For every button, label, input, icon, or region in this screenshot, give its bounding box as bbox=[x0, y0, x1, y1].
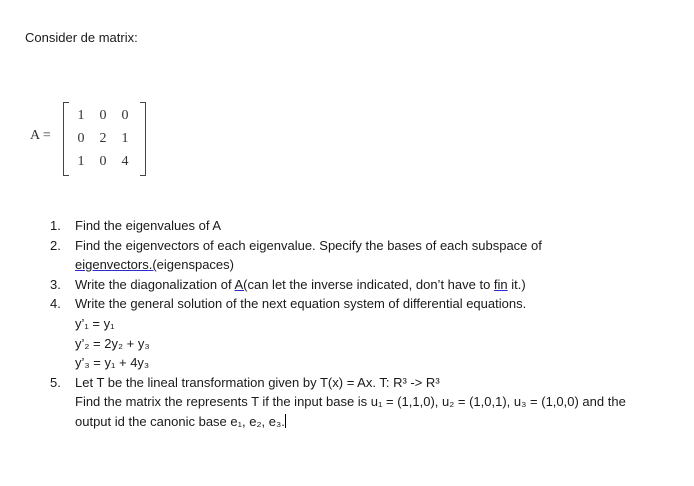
item-text-line bbox=[75, 275, 626, 295]
item-number: 5. bbox=[50, 374, 61, 390]
matrix-cell: 2 bbox=[99, 131, 107, 146]
item-text: Write the general solution of the next equation system of differential equations. bbox=[75, 296, 527, 312]
item-text-line[interactable] bbox=[75, 412, 626, 432]
matrix-cell: 4 bbox=[121, 154, 129, 169]
matrix-row bbox=[70, 104, 136, 127]
matrix-row bbox=[70, 150, 136, 173]
equation: y’₂ = 2y₂ + y₃ bbox=[75, 335, 150, 351]
equation: y’₃ = y₁ + 4y₃ bbox=[75, 355, 150, 371]
matrix-cell: 1 bbox=[77, 108, 85, 123]
matrix-A bbox=[30, 100, 150, 178]
left-bracket bbox=[63, 102, 69, 176]
item-text: output id the canonic base e₁, e₂, e₃. bbox=[75, 413, 285, 429]
item-text: Let T be the lineal transformation given by T(x) = Ax. T: R³ -> R³ bbox=[75, 374, 440, 390]
item-number: 2. bbox=[50, 237, 61, 253]
item-text: Find the eigenvalues of A bbox=[75, 218, 221, 233]
equation: y’₁ = y₁ bbox=[75, 315, 115, 331]
matrix-row bbox=[70, 127, 136, 150]
item-number: 4. bbox=[50, 296, 61, 312]
matrix-cell: 0 bbox=[121, 108, 129, 123]
list-item bbox=[50, 216, 626, 236]
list-item bbox=[50, 294, 626, 372]
underlined-text: A( bbox=[234, 276, 248, 292]
matrix-cell: 1 bbox=[77, 154, 85, 169]
matrix-cell: 0 bbox=[99, 154, 107, 169]
matrix-cell: 0 bbox=[77, 131, 85, 146]
item-text: Write the diagonalization of bbox=[75, 276, 235, 292]
item-text: can let the inverse indicated, don’t have to bbox=[247, 276, 494, 292]
matrix-label: A = bbox=[30, 128, 51, 143]
list-item bbox=[50, 236, 626, 275]
item-text: eigenspaces) bbox=[156, 257, 234, 273]
underlined-text: eigenvectors.( bbox=[75, 257, 157, 273]
right-bracket bbox=[140, 102, 146, 176]
text-cursor bbox=[285, 414, 286, 428]
item-text: it.) bbox=[507, 276, 526, 292]
intro-text: Consider de matrix: bbox=[25, 30, 138, 45]
item-text: Find the eigenvectors of each eigenvalue. Specify the bases of each subspace of bbox=[75, 237, 542, 253]
item-number: 3. bbox=[50, 276, 61, 292]
matrix-cell: 0 bbox=[99, 108, 107, 123]
list-item bbox=[50, 275, 626, 295]
underlined-text: fin bbox=[493, 276, 508, 292]
item-text-line bbox=[75, 255, 626, 275]
item-text: Find the matrix the represents T if the input base is u₁ = (1,1,0), u₂ = (1,0,1), u₃ = (1,0,0) and the bbox=[75, 394, 626, 410]
question-list bbox=[50, 216, 626, 432]
item-number: 1. bbox=[50, 218, 61, 233]
matrix-cell: 1 bbox=[121, 131, 129, 146]
list-item bbox=[50, 373, 626, 432]
